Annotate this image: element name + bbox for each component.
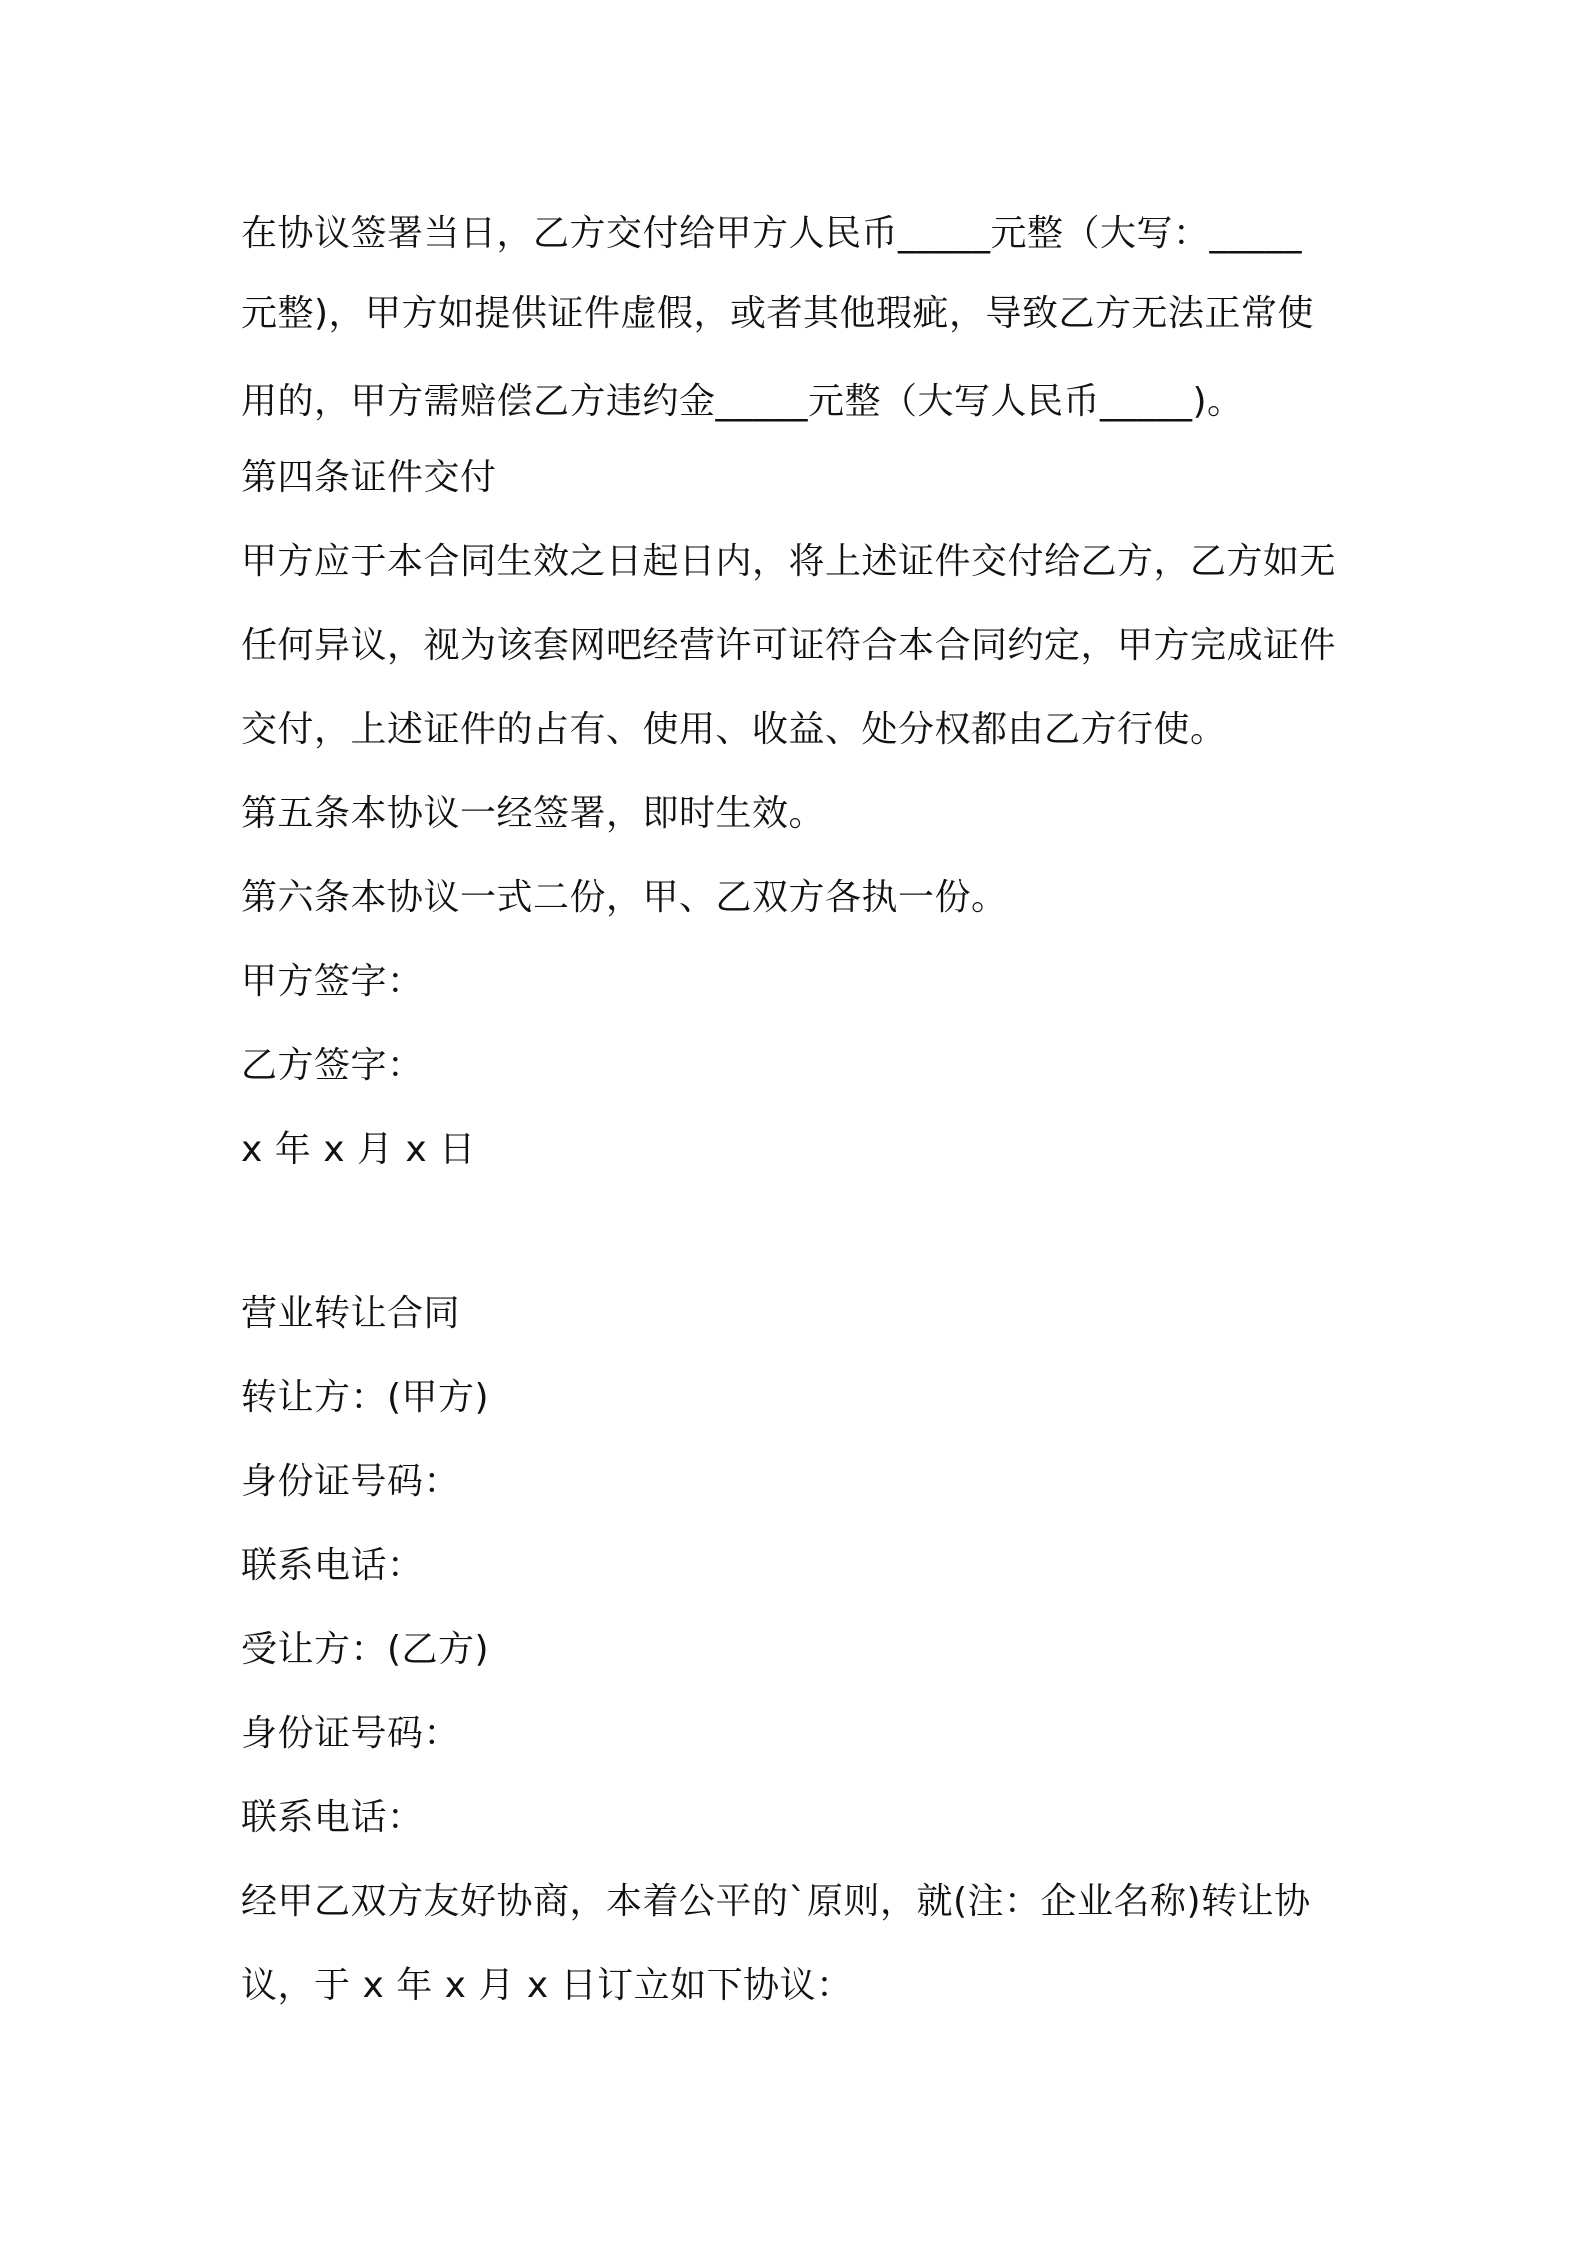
second-contract-title: 营业转让合同 xyxy=(241,1293,461,1334)
clause4-line-2: 任何异议，视为该套网吧经营许可证符合本合同约定，甲方完成证件 xyxy=(241,625,1337,666)
transferor-line: 转让方：(甲方) xyxy=(241,1377,490,1418)
clause4-line-3: 交付，上述证件的占有、使用、收益、处分权都由乙方行使。 xyxy=(241,709,1227,750)
clause4-title: 第四条证件交付 xyxy=(241,457,497,498)
date-line: x 年 x 月 x 日 xyxy=(241,1129,476,1170)
party-a-signature: 甲方签字： xyxy=(241,961,424,1002)
clause6: 第六条本协议一式二份，甲、乙双方各执一份。 xyxy=(241,877,1008,918)
transferor-id-line: 身份证号码： xyxy=(241,1461,461,1502)
transferor-phone-line: 联系电话： xyxy=(241,1545,424,1586)
transferee-id-line: 身份证号码： xyxy=(241,1713,461,1754)
preamble-line-2: 议，于 x 年 x 月 x 日订立如下协议： xyxy=(241,1965,853,2006)
transferee-line: 受让方：(乙方) xyxy=(241,1629,490,1670)
clause5: 第五条本协议一经签署，即时生效。 xyxy=(241,793,826,834)
party-b-signature: 乙方签字： xyxy=(241,1045,424,1086)
transferee-phone-line: 联系电话： xyxy=(241,1797,424,1838)
clause3-line-3: 用的，甲方需赔偿乙方违约金_____元整（大写人民币_____)。 xyxy=(241,381,1244,422)
clause3-line-2: 元整)，甲方如提供证件虚假，或者其他瑕疵，导致乙方无法正常使 xyxy=(241,293,1315,334)
clause3-line-1: 在协议签署当日，乙方交付给甲方人民币_____元整（大写：_____ xyxy=(241,213,1303,254)
preamble-line-1: 经甲乙双方友好协商，本着公平的`原则，就(注：企业名称)转让协 xyxy=(241,1881,1311,1922)
clause4-line-1: 甲方应于本合同生效之日起日内，将上述证件交付给乙方，乙方如无 xyxy=(241,541,1337,582)
